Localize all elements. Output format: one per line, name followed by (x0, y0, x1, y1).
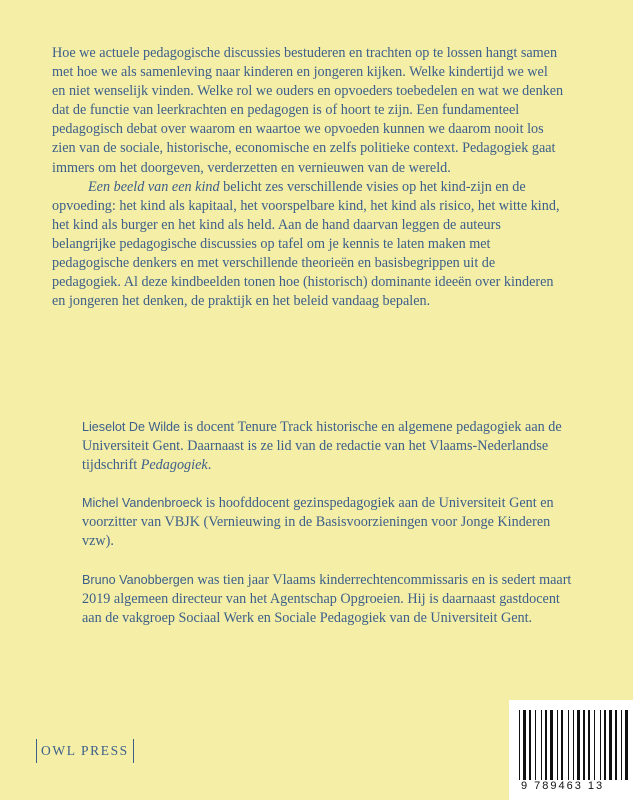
barcode-bar (561, 710, 563, 780)
barcode-bar (583, 710, 585, 780)
barcode-bar (588, 710, 590, 780)
barcode-bar (625, 710, 628, 780)
barcode-digits: 9 789463 13 (521, 780, 605, 792)
author-name: Bruno Vanobbergen (82, 572, 194, 587)
blurb-paragraph-1: Hoe we actuele pedagogische discussies bestuderen en trachten op te lossen hangt samen met hoe we als samenleving naar kinderen en jongeren kijken. Welke kindertijd we wel en niet wenselijk vinden. Welke rol we ouders en opvoeders toebedelen en wat we denken dat de functie van leerkrachten en pedagogen is of hoort te zijn. Een fundamenteel pedagogisch debat over waarom en waartoe we opvoeden kunnen we daarom nooit los zien van de sociale, historische, economische en zelfs politieke context. Pedagogiek gaat immers om het doorgeven, verderzetten en vernieuwen van de wereld. (52, 45, 564, 176)
author-bio-text: is docent Tenure Track historische en algemene pedagogiek aan de Universiteit Gent. Daarnaast is ze lid van de redactie van het Vlaams-Nederlandse tijdschrift (82, 419, 562, 474)
barcode-bar (523, 710, 526, 780)
publisher-logo (36, 739, 134, 763)
barcode-bar (568, 710, 569, 780)
publisher-logo-text: OWL PRESS (41, 743, 129, 758)
author-bio-vandenbroeck (82, 494, 574, 551)
barcode-bar (557, 710, 558, 780)
author-name: Lieselot De Wilde (82, 420, 180, 434)
barcode-bar (541, 710, 542, 780)
barcode-bar (609, 710, 612, 780)
author-bios (82, 418, 574, 647)
barcode-bar (545, 710, 547, 780)
barcode-bar (550, 710, 553, 780)
barcode-bar (529, 710, 531, 780)
barcode-bar (573, 710, 574, 780)
barcode-bar (600, 710, 601, 780)
barcode-bars (519, 710, 631, 780)
author-bio-text: was tien jaar Vlaams kinderrechtencommissaris en is sedert maart 2019 algemeen directeur van het Agentschap Opgroeien. Hij is daarnaast gastdocent aan de vakgroep Sociaal Werk en Sociale Pedagogiek van de Universiteit Gent. (82, 571, 572, 626)
barcode-bar (594, 710, 595, 780)
author-bio-text: is hoofddocent gezinspedagogiek aan de Universiteit Gent en voorzitter van VBJK (Vernieuwing in de Basisvoorzieningen voor Jonge Kinderen vzw). (82, 495, 554, 550)
barcode-bar (621, 710, 622, 780)
barcode-bar (577, 710, 580, 780)
journal-title: Pedagogiek (140, 457, 208, 474)
barcode-bar (604, 710, 606, 780)
blurb-paragraph-2-text: belicht zes verschillende visies op het kind-zijn en de opvoeding: het kind als kapitaal, het voorspelbare kind, het kind als risico, het witte kind, het kind als burger en het kind als held. Aan de hand daarvan leggen de auteurs belangrijke pedagogische discussies op tafel om je kennis te laten maken met pedagogische denkers en met verschillende theorieën en basisbegrippen uit de pedagogiek. Al deze kindbeelden tonen hoe (historisch) dominante ideeën over kinderen en jongeren het denken, de praktijk en het beleid vandaag bepalen. (52, 178, 560, 310)
author-bio-vanobbergen (82, 571, 574, 628)
barcode-bar (535, 710, 536, 780)
author-name: Michel Vandenbroeck (82, 496, 203, 511)
author-bio-de-wilde (82, 418, 574, 475)
author-bio-end: . (207, 457, 212, 474)
barcode-bar (615, 710, 617, 780)
blurb (52, 44, 564, 311)
blurb-paragraph-2 (52, 178, 564, 312)
isbn-barcode (509, 700, 633, 800)
barcode-bar (519, 710, 520, 780)
book-title: Een beeld van een kind (88, 178, 220, 195)
